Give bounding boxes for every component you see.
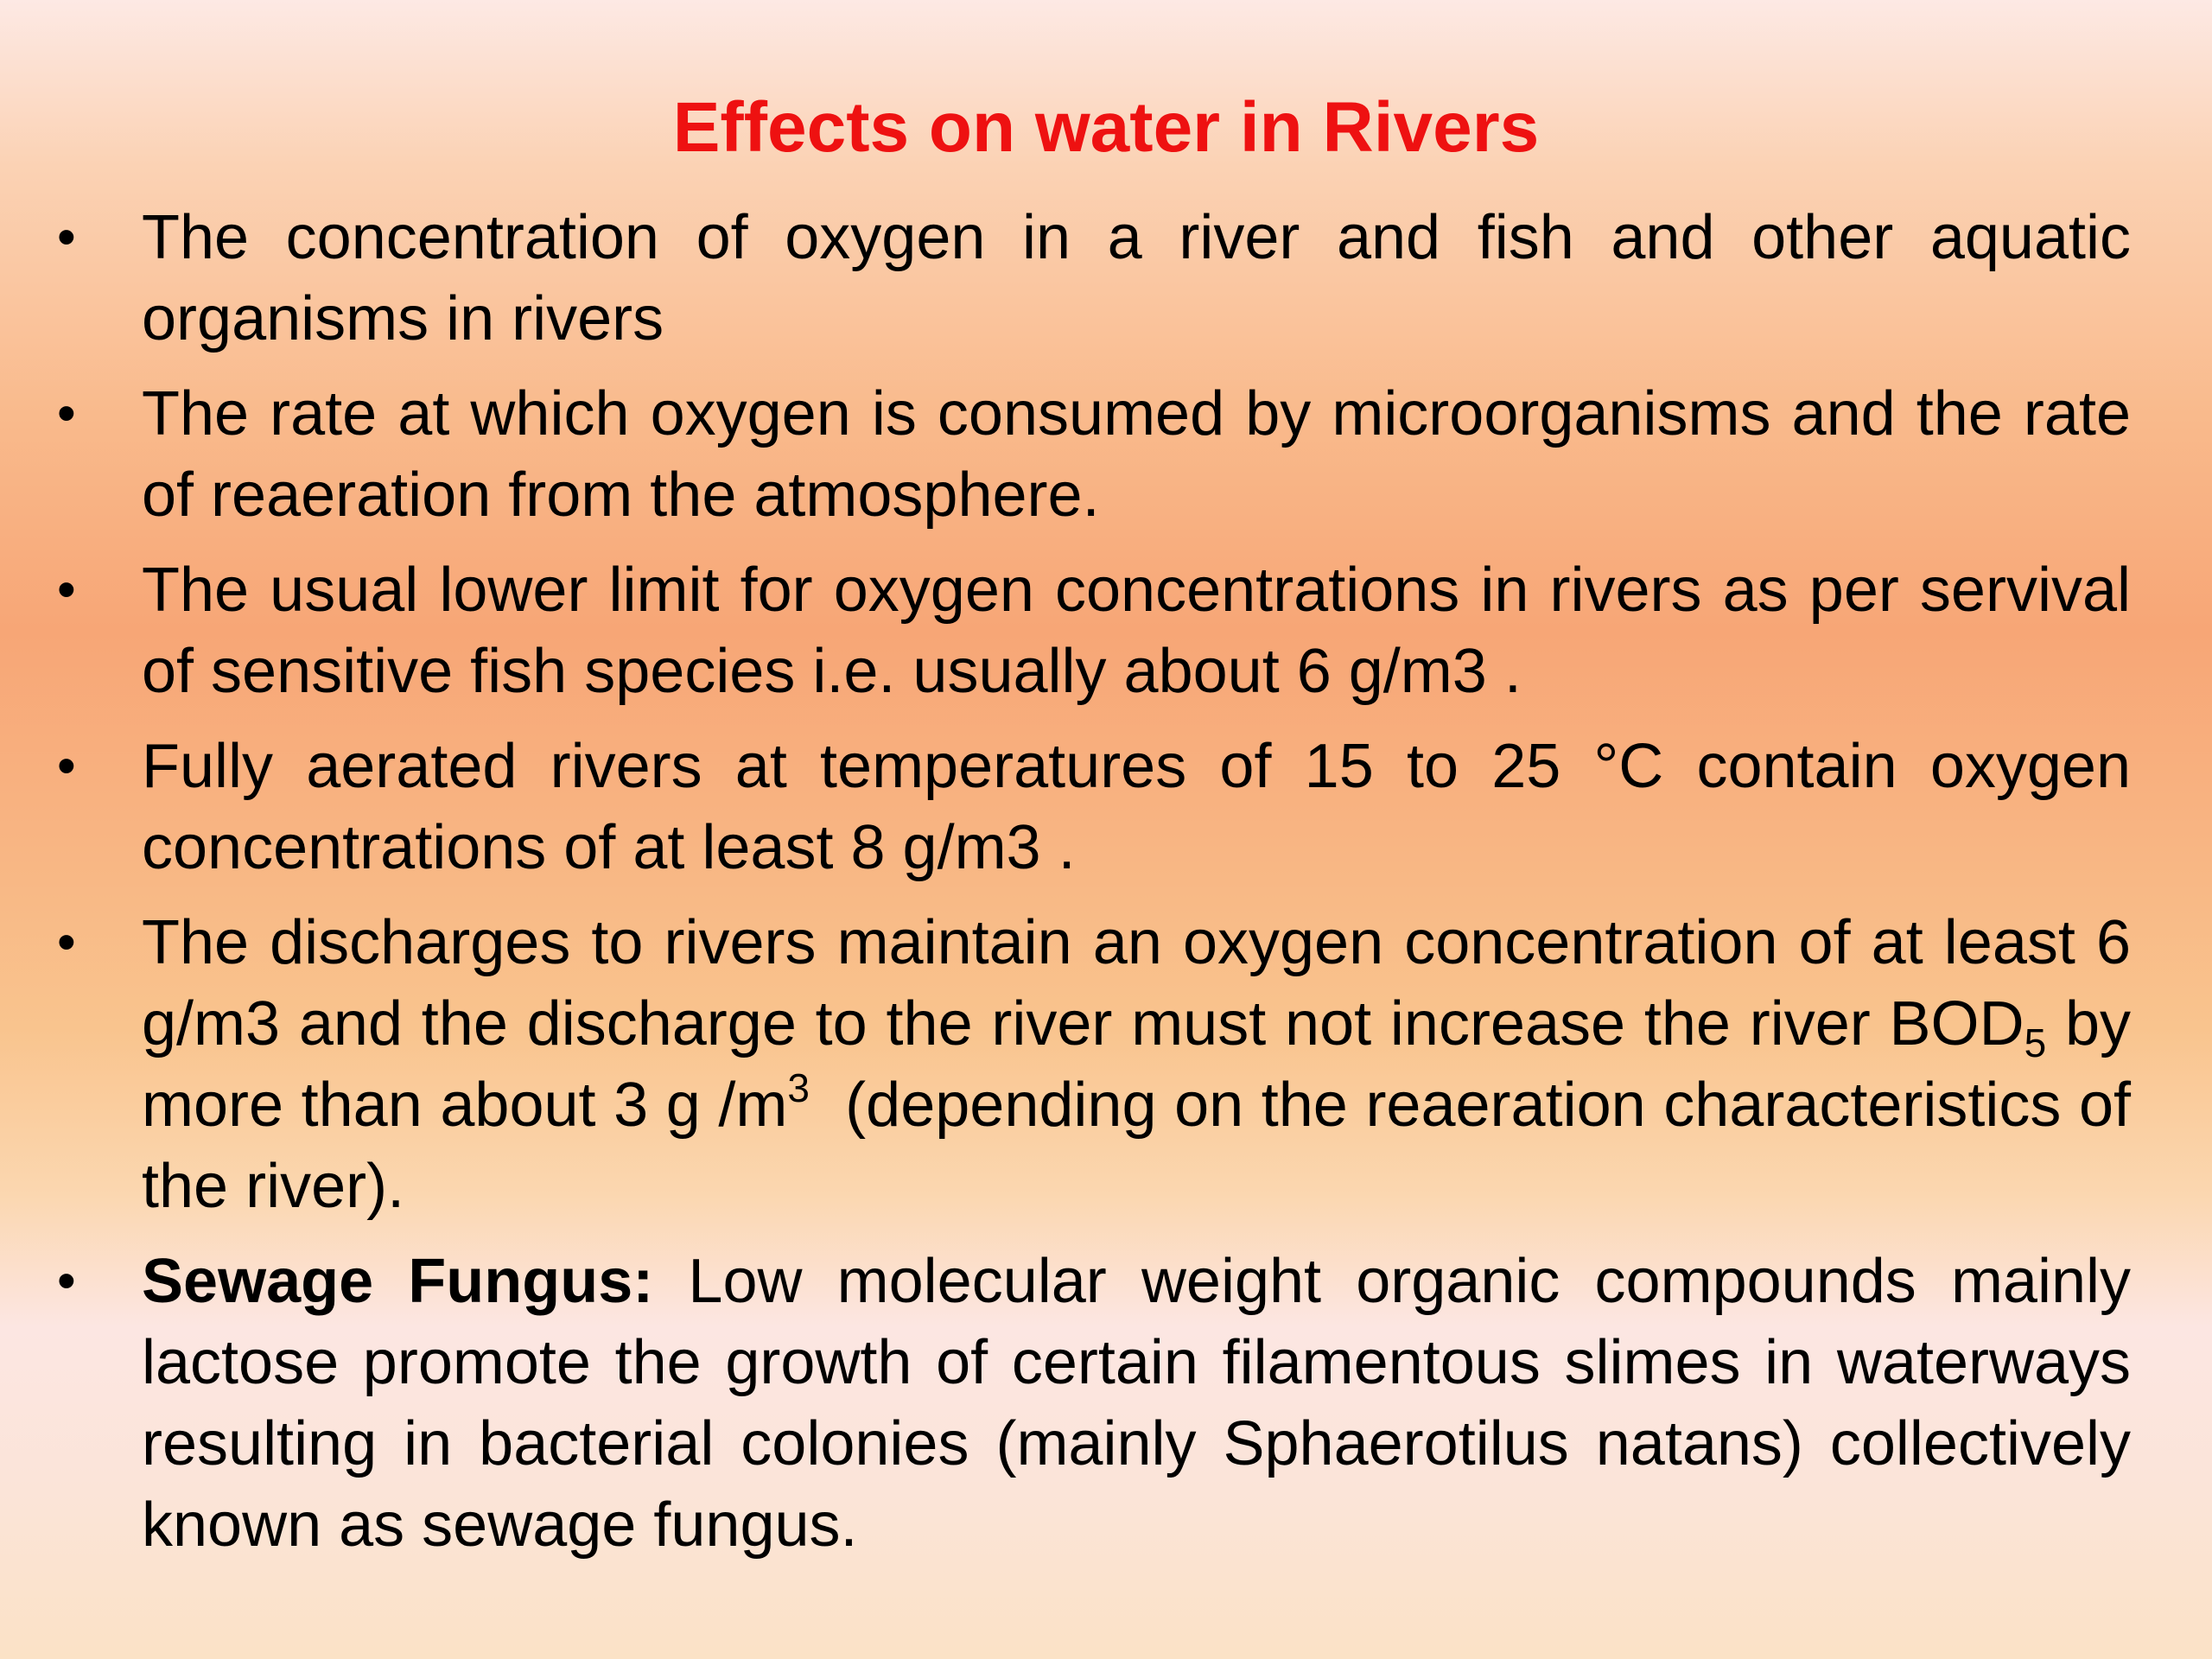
bullet-text — [142, 1241, 2131, 1566]
bullet-item — [0, 902, 2212, 1227]
bullet-list — [0, 197, 2212, 1580]
bullet-text-part: by more than about 3 g /m — [142, 989, 2131, 1140]
bod-subscript: 5 — [2024, 1020, 2047, 1065]
bullet-marker: • — [57, 912, 76, 972]
bullet-text-part: The discharges to rivers maintain an oxygen concentration of at least 6 g/m3 and the discharge to the river must not increase the river BOD — [142, 908, 2131, 1058]
bullet-item — [0, 550, 2212, 712]
bullet-text — [142, 373, 2131, 536]
bullet-marker: • — [57, 207, 76, 267]
bullet-marker: • — [57, 384, 76, 443]
bullet-item — [0, 1241, 2212, 1566]
bullet-text-content: Fully aerated rivers at temperatures of 15 to 25 °C contain oxygen concentrations of at least 8 g/m3 . — [142, 732, 2131, 882]
bullet-item — [0, 197, 2212, 359]
bullet-text — [142, 550, 2131, 712]
bullet-bold-lead: Sewage Fungus: — [142, 1247, 654, 1316]
unit-superscript: 3 — [787, 1065, 810, 1110]
bullet-text — [142, 902, 2149, 1227]
slide-title: Effects on water in Rivers — [672, 88, 1540, 167]
bullet-text-part: (depending on the reaeration characteristics of the river). — [142, 1071, 2149, 1221]
bullet-text-content: The usual lower limit for oxygen concentrations in rivers as per servival of sensitive fish species i.e. usually about 6 g/m3 . — [142, 556, 2131, 706]
bullet-text — [142, 726, 2131, 888]
bullet-item — [0, 726, 2212, 888]
bullet-text — [142, 197, 2131, 359]
bullet-text-content: The rate at which oxygen is consumed by microorganisms and the rate of reaeration from the atmosphere. — [142, 379, 2131, 530]
bullet-marker: • — [57, 560, 76, 620]
bullet-marker: • — [57, 736, 76, 796]
bullet-marker: • — [57, 1251, 76, 1311]
bullet-text-content: Low molecular weight organic compounds mainly lactose promote the growth of certain filamentous slimes in waterways resulting in bacterial colonies (mainly Sphaerotilus natans) collectively known as sewage fungus. — [142, 1247, 2132, 1560]
bullet-item — [0, 373, 2212, 536]
bullet-text-content: The concentration of oxygen in a river and fish and other aquatic organisms in rivers — [142, 203, 2131, 353]
